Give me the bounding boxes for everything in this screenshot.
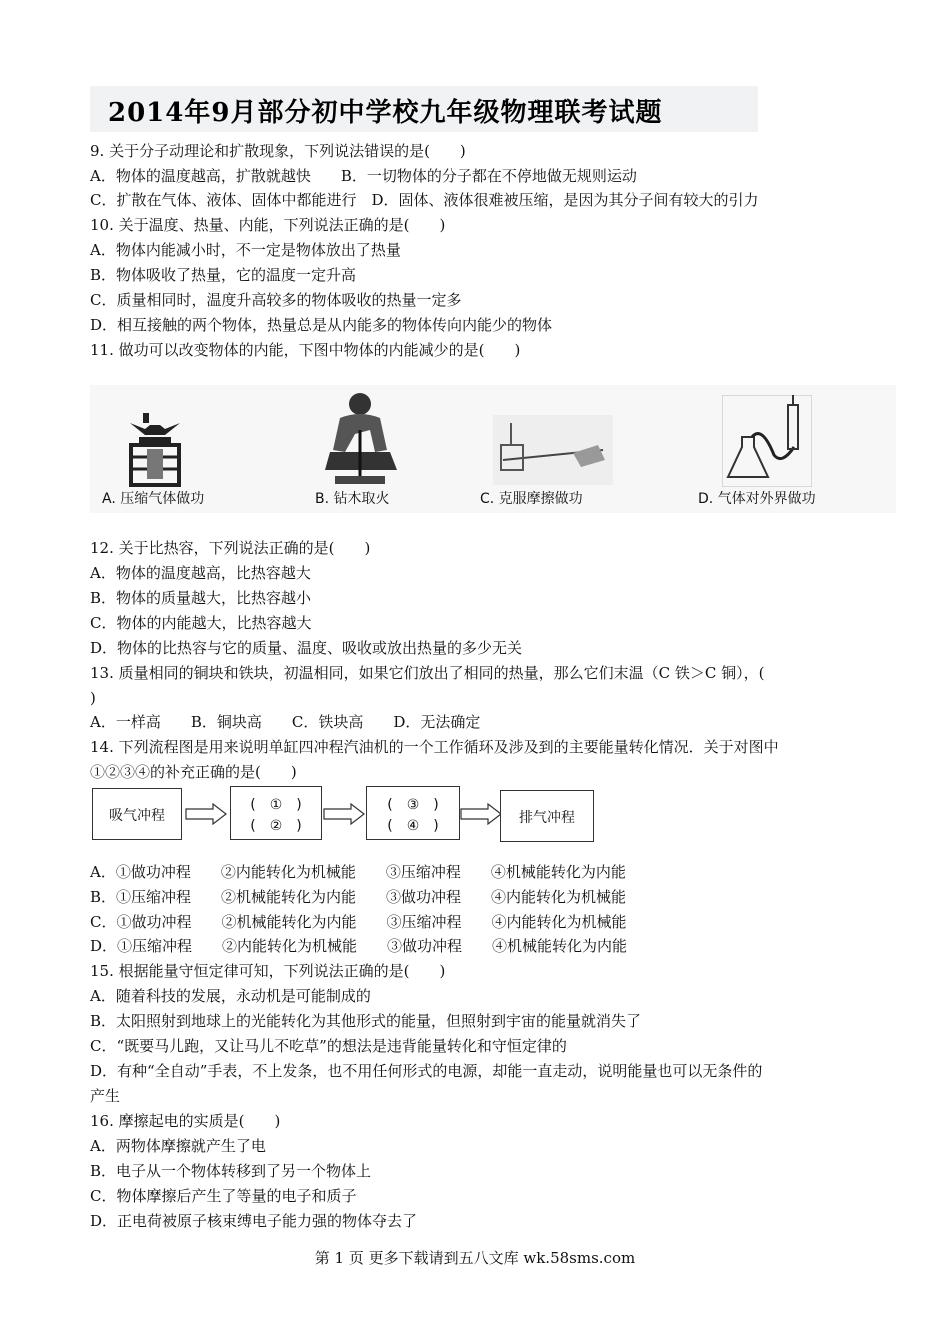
q15-option-d: D．有种“全自动”手表，不上发条，也不用任何形式的电源，却能一直走动，说明能量也可以无条件的 xyxy=(90,1062,763,1080)
q10-option-c: C．质量相同时，温度升高较多的物体吸收的热量一定多 xyxy=(90,291,462,309)
q16-stem: 16. 摩擦起电的实质是( ) xyxy=(90,1112,281,1130)
flow-arrow-3-icon xyxy=(460,803,502,825)
q16-option-b: B．电子从一个物体转移到了另一个物体上 xyxy=(90,1162,372,1180)
q9-options-ab: A．物体的温度越高，扩散就越快 B．一切物体的分子都在不停地做无规则运动 xyxy=(90,167,637,185)
flow-blank-4: ( ④ ) xyxy=(387,818,439,834)
q14-option-d: D．①压缩冲程 ②内能转化为机械能 ③做功冲程 ④机械能转化为内能 xyxy=(90,937,628,955)
q14-stem: 14. 下列流程图是用来说明单缸四冲程汽油机的一个工作循环及涉及到的主要能量转化情况．关于对图中 xyxy=(90,738,779,756)
q12-option-b: B．物体的质量越大，比热容越小 xyxy=(90,589,312,607)
flow-intake-label: 吸气冲程 xyxy=(109,808,165,824)
q16-option-a: A．两物体摩擦就产生了电 xyxy=(90,1137,266,1155)
figure-caption-a: A. 压缩气体做功 xyxy=(102,491,205,507)
q16-option-d: D．正电荷被原子核束缚电子能力强的物体夺去了 xyxy=(90,1212,418,1230)
q11-stem: 11. 做功可以改变物体的内能，下图中物体的内能减少的是( ) xyxy=(90,341,521,359)
figure-caption-b: B. 钻木取火 xyxy=(315,491,390,507)
page-title: 2014年9月部分初中学校九年级物理联考试题 xyxy=(108,98,663,128)
flow-blank-3: ( ③ ) xyxy=(387,797,439,813)
q15-option-a: A．随着科技的发展，永动机是可能制成的 xyxy=(90,987,371,1005)
q12-option-c: C．物体的内能越大，比热容越大 xyxy=(90,614,312,632)
q12-stem: 12. 关于比热容，下列说法正确的是( ) xyxy=(90,539,371,557)
q12-option-d: D．物体的比热容与它的质量、温度、吸收或放出热量的多少无关 xyxy=(90,639,523,657)
flow-arrow-2-icon xyxy=(323,803,365,825)
q15-option-d-cont: 产生 xyxy=(90,1087,121,1105)
q10-option-a: A．物体内能减小时，不一定是物体放出了热量 xyxy=(90,241,401,259)
flow-intake-box xyxy=(92,788,182,840)
q10-stem: 10. 关于温度、热量、内能，下列说法正确的是( ) xyxy=(90,216,446,234)
q15-option-c: C．“既要马儿跑，又让马儿不吃草”的想法是违背能量转化和守恒定律的 xyxy=(90,1037,567,1055)
flow-blank-2: ( ② ) xyxy=(250,818,302,834)
page-footer: 第 1 页 更多下载请到五八文库 wk.58sms.com xyxy=(314,1249,636,1267)
q10-option-d: D．相互接触的两个物体，热量总是从内能多的物体传向内能少的物体 xyxy=(90,316,553,334)
flow-blank-1: ( ① ) xyxy=(250,797,302,813)
q13-stem-cont: ) xyxy=(90,689,96,707)
q14-stem-cont: ①②③④的补充正确的是( ) xyxy=(90,763,297,781)
q12-option-a: A．物体的温度越高，比热容越大 xyxy=(90,564,311,582)
figure-d-flask-icon xyxy=(722,395,812,487)
q9-options-cd: C．扩散在气体、液体、固体中都能进行 D．固体、液体很难被压缩，是因为其分子间有较大的引力 xyxy=(90,191,759,209)
q14-option-a: A．①做功冲程 ②内能转化为机械能 ③压缩冲程 ④机械能转化为内能 xyxy=(90,863,626,881)
q15-stem: 15. 根据能量守恒定律可知，下列说法正确的是( ) xyxy=(90,962,446,980)
figure-caption-d: D. 气体对外界做功 xyxy=(698,491,816,507)
figure-b-fire-drill-icon xyxy=(315,390,405,488)
figure-c-friction-icon xyxy=(493,415,613,485)
q13-stem: 13. 质量相同的铜块和铁块，初温相同，如果它们放出了相同的热量，那么它们末温（C 铁＞C 铜），( xyxy=(90,664,765,682)
figure-caption-c: C. 克服摩擦做功 xyxy=(480,491,583,507)
flow-exhaust-box xyxy=(500,790,594,842)
figure-a-piston-icon xyxy=(125,413,185,488)
q13-options: A．一样高 B．铜块高 C．铁块高 D．无法确定 xyxy=(90,713,481,731)
q15-option-b: B．太阳照射到地球上的光能转化为其他形式的能量，但照射到宇宙的能量就消失了 xyxy=(90,1012,642,1030)
flow-exhaust-label: 排气冲程 xyxy=(519,810,575,826)
q16-option-c: C．物体摩擦后产生了等量的电子和质子 xyxy=(90,1187,357,1205)
q9-stem: 9. 关于分子动理论和扩散现象，下列说法错误的是( ) xyxy=(90,142,466,160)
q14-option-b: B．①压缩冲程 ②机械能转化为内能 ③做功冲程 ④内能转化为机械能 xyxy=(90,888,627,906)
flow-box-1-2 xyxy=(230,786,322,840)
flow-box-3-4 xyxy=(366,786,460,840)
flow-arrow-1-icon xyxy=(185,803,227,825)
q10-option-b: B．物体吸收了热量，它的温度一定升高 xyxy=(90,266,357,284)
q14-option-c: C．①做功冲程 ②机械能转化为内能 ③压缩冲程 ④内能转化为机械能 xyxy=(90,913,627,931)
q11-figure xyxy=(90,385,896,513)
